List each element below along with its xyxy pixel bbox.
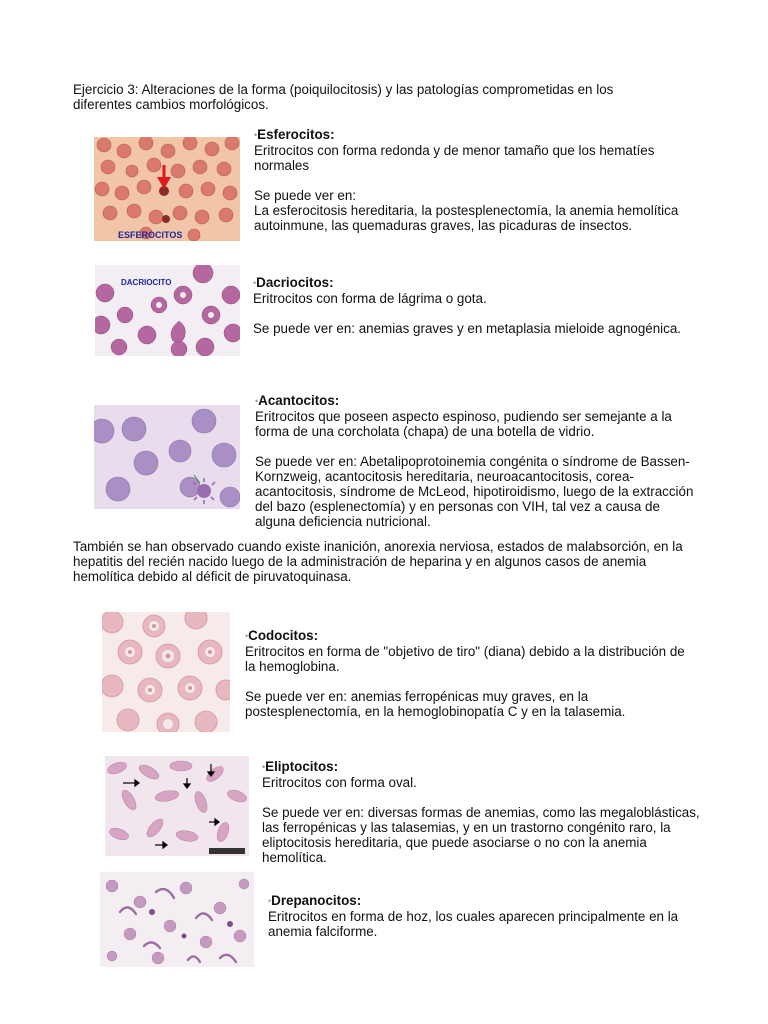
bullet-icon: •	[254, 130, 258, 140]
middle-paragraph: También se han observado cuando existe inanición, anorexia nerviosa, estados de malabsorción, en la hepatitis del recién nacido luego de la administración de heparina y en algunos casos de anemia hemolítica debido al déficit de piruvatoquinasa.	[73, 539, 683, 584]
section-seen-in: Se puede ver en: Abetalipoprotoinemia congénita o síndrome de Bassen-Kornzweig, acantocitosis hereditaria, neuroacantocitosis, corea-acantocitosis, síndrome de McLeod, hipotiroidismo, luego de la extracción del bazo (esplenectomía) y en personas con VIH, tal vez a causa de alguna deficiencia nutricional.	[255, 454, 694, 529]
intro-paragraph: Ejercicio 3: Alteraciones de la forma (poiquilocitosis) y las patologías comprometidas en los diferentes cambios morfológicos.	[73, 82, 614, 112]
section-esferocitos	[254, 127, 694, 233]
bullet-icon: •	[262, 762, 266, 772]
section-seen-in: Se puede ver en: La esferocitosis hereditaria, la postesplenectomía, la anemia hemolítica autoinmune, las quemaduras graves, las picaduras de insectos.	[254, 188, 679, 233]
section-dacriocitos	[253, 275, 693, 336]
bullet-icon: •	[245, 631, 249, 641]
section-title: Dacriocitos:	[256, 275, 334, 290]
section-description: Eritrocitos con forma redonda y de menor tamaño que los hematíes normales	[254, 143, 655, 173]
section-description: Eritrocitos que poseen aspecto espinoso, pudiendo ser semejante a la forma de una corcholata (chapa) de una botella de vidrio.	[255, 409, 672, 439]
dacriocitos-image-label: DACRIOCITO	[121, 278, 172, 287]
section-title: Esferocitos:	[257, 127, 335, 142]
section-description: Eritrocitos con forma de lágrima o gota.	[253, 291, 487, 306]
bullet-icon: •	[255, 396, 259, 406]
bullet-icon: •	[268, 896, 272, 906]
esferocitos-image	[94, 137, 240, 241]
codocitos-image	[102, 612, 230, 732]
section-title: Acantocitos:	[258, 393, 340, 408]
section-codocitos	[245, 628, 695, 719]
section-seen-in: Se puede ver en: diversas formas de anemias, como las megaloblásticas, las ferropénicas y las talasemias, y en un trastorno congénito raro, la eliptocitosis hereditaria, que puede asociarse o no con la anemia hemolítica.	[262, 805, 700, 865]
section-title: Codocitos:	[248, 628, 319, 643]
eliptocitos-image	[105, 756, 249, 856]
section-title: Drepanocitos:	[271, 893, 362, 908]
bullet-icon: •	[253, 278, 257, 288]
esferocitos-image-label: ESFEROCITOS	[118, 230, 183, 240]
section-description: Eritrocitos en forma de "objetivo de tiro" (diana) debido a la distribución de la hemoglobina.	[245, 644, 685, 674]
section-title: Eliptocitos:	[265, 759, 339, 774]
drepanocitos-image	[100, 872, 254, 967]
dacriocitos-image	[95, 265, 240, 356]
section-eliptocitos	[262, 759, 702, 865]
section-seen-in: Se puede ver en: anemias graves y en metaplasia mieloide agnogénica.	[253, 321, 682, 336]
section-seen-in: Se puede ver en: anemias ferropénicas muy graves, en la postesplenectomía, en la hemoglobinopatía C y en la talasemia.	[245, 689, 626, 719]
section-description: Eritrocitos con forma oval.	[262, 775, 417, 790]
section-acantocitos	[255, 393, 695, 529]
acantocitos-image	[94, 405, 240, 509]
section-drepanocitos	[268, 893, 708, 939]
section-description: Eritrocitos en forma de hoz, los cuales aparecen principalmente en la anemia falciforme.	[268, 909, 679, 939]
